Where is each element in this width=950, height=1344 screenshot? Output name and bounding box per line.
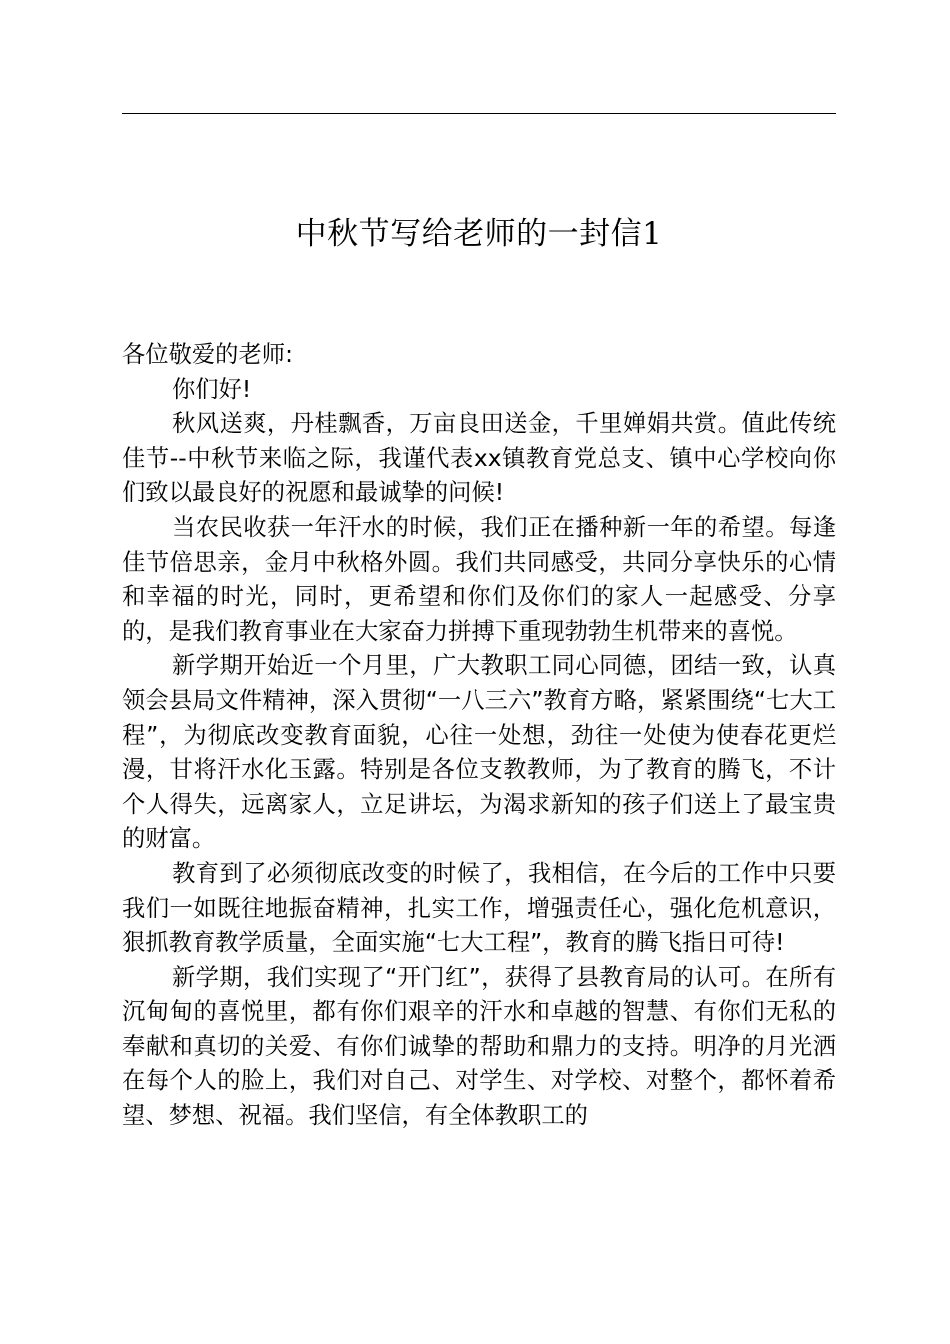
paragraph: 新学期，我们实现了“开门红”，获得了县教育局的认可。在所有沉甸甸的喜悦里，都有你们艰辛的汗水和卓越的智慧、有你们无私的奉献和真切的关爱、有你们诚挚的帮助和鼎力的支持。明净的月光洒在每个人的脸上，我们对自己、对学生、对学校、对整个，都怀着希望、梦想、祝福。我们坚信，有全体教职工的 — [122, 963, 836, 1130]
greeting: 你们好! — [172, 375, 252, 403]
letter-body — [122, 338, 836, 1134]
page-title — [122, 212, 836, 256]
paragraph: 秋风送爽，丹桂飘香，万亩良田送金，千里婵娟共赏。值此传统佳节--中秋节来临之际，我谨代表xx镇教育党总支、镇中心学校向你们致以最良好的祝愿和最诚挚的问候! — [122, 410, 836, 507]
paragraph: 教育到了必须彻底改变的时候了，我相信，在今后的工作中只要我们一如既往地振奋精神，扎实工作，增强责任心，强化危机意识，狠抓教育教学质量，全面实施“七大工程”，教育的腾飞指日可待! — [122, 859, 836, 957]
header-rule — [122, 113, 836, 114]
title-text: 中秋节写给老师的一封信 — [295, 216, 643, 252]
salutation: 各位敬爱的老师: — [122, 341, 293, 368]
paragraph: 新学期开始近一个月里，广大教职工同心同德，团结一致，认真领会县局文件精神，深入贯彻“一八三六”教育方略，紧紧围绕“七大工程”，为彻底改变教育面貌，心往一处想，劲往一处使为使春花更烂漫，甘将汗水化玉露。特别是各位支教教师，为了教育的腾飞，不计个人得失，远离家人，立足讲坛，为渴求新知的孩子们送上了最宝贵的财富。 — [122, 652, 836, 853]
title-number: 1 — [642, 216, 663, 252]
paragraph: 当农民收获一年汗水的时候，我们正在播种新一年的希望。每逢佳节倍思亲，金月中秋格外圆。我们共同感受，共同分享快乐的心情和幸福的时光，同时，更希望和你们及你们的家人一起感受、分享的，是我们教育事业在大家奋力拼搏下重现勃勃生机带来的喜悦。 — [122, 513, 836, 645]
